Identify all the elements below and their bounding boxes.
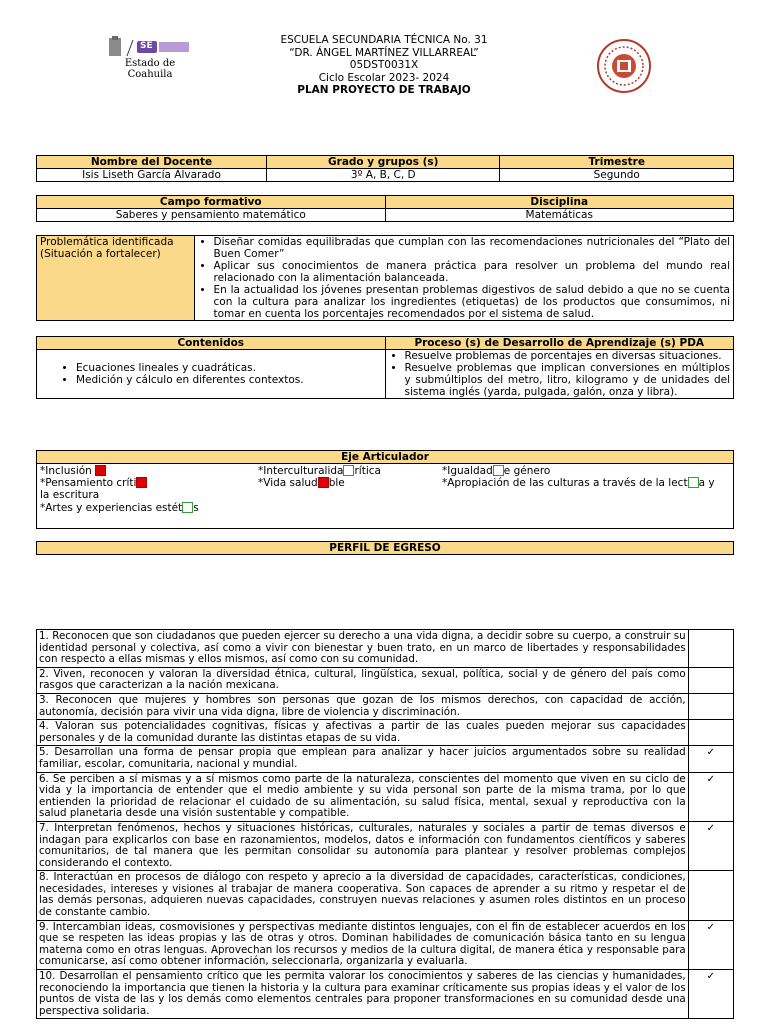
check-mark-icon: ✓	[706, 822, 716, 834]
docente-section	[36, 155, 734, 182]
check-mark-icon: ✓	[706, 773, 716, 785]
egreso-check-cell[interactable]	[688, 630, 733, 668]
campo-table	[36, 195, 734, 222]
eje-apropiacion-label-end: a y	[698, 477, 715, 489]
egreso-check-cell[interactable]	[688, 746, 733, 772]
problematica-list	[198, 236, 730, 320]
eje-artes-label: *Artes y experiencias estét	[40, 502, 183, 514]
egreso-check-cell[interactable]	[688, 720, 733, 746]
disciplina-value: Matemáticas	[385, 209, 734, 222]
check-mark-icon: ✓	[706, 921, 716, 933]
eje-pensamiento	[40, 477, 147, 489]
egreso-text: 6. Se perciben a sí mismas y a sí mismos como parte de la naturaleza, conscientes del momento que viven en su ciclo de vida y la importancia de entender que el medio ambiente y su vida personal son parte de la misma trama, por lo que entienden la prioridad de relacionar el cuidado de su alimentación, su salud física, mental, sexual y reproductiva con la salud planetaria desde una visión sustentable y compatible.	[37, 772, 689, 821]
egreso-text: 8. Interactúan en procesos de diálogo con respeto y aprecio a la diversidad de capacidades, características, condiciones, necesidades, intereses y visiones al trabajar de manera cooperativa. Son capaces de aprender a su ritmo y respetar el de las demás personas, adquieren nuevas capacidades, construyen nuevas relaciones y asumen roles distintos en un proceso de constante cambio.	[37, 871, 689, 920]
inclusion-checkbox[interactable]	[95, 465, 106, 476]
problematica-table	[36, 235, 734, 321]
egreso-row	[37, 693, 734, 719]
egreso-text: 9. Intercambian ideas, cosmovisiones y perspectivas mediante distintos lenguajes, con el fin de establecer acuerdos en los que se respeten las ideas propias y las de otras y otros. Dominan habilidades de comunicación básica tanto en su lengua materna como en otras lenguas. Aprovechan los recursos y medios de la cultura digital, de manera ética y responsable para comunicarse, así como obtener información, seleccionarla, organizarla y evaluarla.	[37, 920, 689, 969]
disciplina-header: Disciplina	[385, 196, 734, 209]
document-header	[200, 34, 568, 97]
trimestre-header: Trimestre	[500, 156, 734, 169]
state-name: Estado de Coahuila	[124, 58, 176, 80]
se-label: SE	[140, 41, 153, 51]
trimestre-value: Segundo	[500, 169, 734, 182]
egreso-check-cell[interactable]	[688, 772, 733, 821]
grado-value: 3º A, B, C, D	[267, 169, 500, 182]
eje-artes	[40, 502, 199, 514]
contenidos-table	[36, 336, 734, 399]
docente-header: Nombre del Docente	[37, 156, 267, 169]
eje-pensamiento-cont: la escritura	[40, 489, 100, 501]
pda-item: • Resuelve problemas que implican conversiones en múltiplos y submúltiplos del metro, litro, kilogramo y de unidades del sistema inglés (yarda, pulgada, galón, onza y libra).	[405, 362, 731, 398]
contenido-item: • Medición y cálculo en diferentes contextos.	[76, 374, 382, 386]
contenidos-cell	[37, 350, 386, 399]
campo-header: Campo formativo	[37, 196, 386, 209]
egreso-row	[37, 720, 734, 746]
pda-list	[389, 350, 731, 398]
igualdad-checkbox[interactable]	[493, 465, 504, 476]
eje-vida-label: *Vida salud	[258, 477, 318, 489]
egreso-check-cell[interactable]	[688, 970, 733, 1019]
apropiacion-checkbox[interactable]	[688, 477, 699, 488]
eje-intercult-label: *Interculturalida	[258, 465, 344, 477]
eje-igualdad	[442, 465, 550, 477]
eje-vida-saludable	[258, 477, 345, 489]
problematica-content	[194, 236, 733, 321]
eje-interculturalidad	[258, 465, 381, 477]
egreso-text: 7. Interpretan fenómenos, hechos y situaciones históricas, culturales, naturales y sociales a partir de temas diversos e indagan para explicarlos con base en razonamientos, modelos, datos e información con fundamentos científicos y saberes comunitarios, de tal manera que les permitan consolidar su autonomía para plantear y resolver problemas complejos considerando el contexto.	[37, 821, 689, 870]
docente-value: Isis Liseth García Alvarado	[37, 169, 267, 182]
eje-igualdad-label-end: e género	[503, 465, 551, 477]
egreso-row	[37, 772, 734, 821]
interculturalidad-checkbox[interactable]	[343, 465, 354, 476]
pda-cell	[385, 350, 734, 399]
artes-checkbox[interactable]	[182, 502, 193, 513]
egreso-row	[37, 667, 734, 693]
egreso-row	[37, 970, 734, 1019]
egreso-row	[37, 871, 734, 920]
egreso-row	[37, 920, 734, 969]
egreso-check-cell[interactable]	[688, 871, 733, 920]
eje-inclusion	[40, 465, 106, 477]
egreso-row	[37, 821, 734, 870]
egreso-check-cell[interactable]	[688, 821, 733, 870]
check-mark-icon: ✓	[706, 971, 716, 983]
eje-apropiacion	[442, 477, 715, 489]
egreso-text: 2. Viven, reconocen y valoran la diversidad étnica, cultural, lingüística, sexual, política, social y de género del país como rasgos que caracterizan a la nación mexicana.	[37, 667, 689, 693]
egreso-row	[37, 746, 734, 772]
campo-value: Saberes y pensamiento matemático	[37, 209, 386, 222]
contenidos-section	[36, 336, 734, 399]
egreso-text: 1. Reconocen que son ciudadanos que pueden ejercer su derecho a una vida digna, a decidir sobre su cuerpo, a construir su identidad personal y colectiva, así como a vivir con bienestar y buen trato, en un marco de libertades y responsabilidades con respecto a ellas mismas y ellos mismos, así como con su comunidad.	[37, 630, 689, 668]
egreso-check-cell[interactable]	[688, 667, 733, 693]
problematica-item: • Aplicar sus conocimientos de manera práctica para resolver un problema del mundo real relacionado con la alimentación balanceada.	[214, 260, 730, 284]
school-honoree: “DR. ÁNGEL MARTÍNEZ VILLARREAL”	[289, 46, 479, 59]
egreso-table	[36, 629, 734, 1019]
school-cycle: Ciclo Escolar 2023- 2024	[318, 71, 450, 84]
perfil-header: PERFIL DE EGRESO	[37, 542, 734, 555]
docente-table	[36, 155, 734, 182]
school-code: 05DST0031X	[349, 59, 419, 71]
pda-item: • Resuelve problemas de porcentajes en diversas situaciones.	[405, 350, 731, 362]
eje-igualdad-label: *Igualdad	[442, 465, 493, 477]
contenidos-list	[40, 362, 382, 386]
egreso-text: 3. Reconocen que mujeres y hombres son personas que gozan de los mismos derechos, con capacidad de acción, autonomía, decisión para vivir una vida digna, libre de violencia y discriminación.	[37, 693, 689, 719]
check-mark-icon: ✓	[706, 747, 716, 759]
eje-apropiacion-label: *Apropiación de las culturas a través de la lect	[442, 477, 688, 489]
eje-intercult-label-end: rítica	[354, 465, 381, 477]
contenido-item: • Ecuaciones lineales y cuadráticas.	[76, 362, 382, 374]
school-seal-icon	[596, 38, 652, 94]
eje-artes-label-end: s	[193, 502, 199, 514]
perfil-table	[36, 541, 734, 555]
eje-section	[36, 450, 734, 529]
vida-saludable-checkbox[interactable]	[318, 477, 329, 488]
eje-inclusion-label: *Inclusión	[40, 465, 92, 477]
eje-header: Eje Articulador	[37, 451, 734, 464]
egreso-row	[37, 630, 734, 668]
perfil-section	[36, 541, 734, 555]
contenidos-header: Contenidos	[37, 337, 386, 350]
campo-section	[36, 195, 734, 222]
pensamiento-checkbox[interactable]	[136, 477, 147, 488]
problematica-section	[36, 235, 734, 321]
coahuila-logo	[105, 36, 195, 80]
document-title: PLAN PROYECTO DE TRABAJO	[297, 84, 471, 96]
egreso-check-cell[interactable]	[688, 920, 733, 969]
problematica-item: • Diseñar comidas equilibradas que cumplan con las recomendaciones nutricionales del “Plato del Buen Comer”	[214, 236, 730, 260]
eje-table	[36, 450, 734, 529]
egreso-text: 5. Desarrollan una forma de pensar propia que emplean para analizar y hacer juicios argumentados sobre su realidad familiar, escolar, comunitaria, nacional y mundial.	[37, 746, 689, 772]
problematica-label: Problemática identificada (Situación a fortalecer)	[37, 236, 195, 321]
egreso-text: 4. Valoran sus potencialidades cognitivas, físicas y afectivas a partir de las cuales pueden mejorar sus capacidades personales y de la comunidad durante las distintas etapas de su vida.	[37, 720, 689, 746]
school-seal	[596, 38, 652, 94]
egreso-text: 10. Desarrollan el pensamiento crítico que les permita valorar los conocimientos y saberes de las ciencias y humanidades, reconociendo la importancia que tienen la historia y la cultura para examinar críticamente sus propias ideas y el valor de los puntos de vista de las y los demás como elementos centrales para proponer transformaciones en su comunidad desde una perspectiva solidaria.	[37, 970, 689, 1019]
grado-header: Grado y grupos (s)	[267, 156, 500, 169]
egreso-check-cell[interactable]	[688, 693, 733, 719]
problematica-item: • En la actualidad los jóvenes presentan problemas digestivos de salud debido a que no se cuenta con la cultura para analizar los ingredientes (etiquetas) de los productos que consumimos, ni tomar en cuenta los porcentajes recomendados por el sistema de salud.	[214, 284, 730, 320]
egreso-section	[36, 629, 734, 1019]
eje-vida-label-end: ble	[328, 477, 345, 489]
eje-pensamiento-label: *Pensamiento críti	[40, 477, 137, 489]
school-name: ESCUELA SECUNDARIA TÉCNICA No. 31	[280, 34, 488, 46]
eje-body	[37, 464, 734, 529]
pda-header: Proceso (s) de Desarrollo de Aprendizaje (s) PDA	[385, 337, 734, 350]
